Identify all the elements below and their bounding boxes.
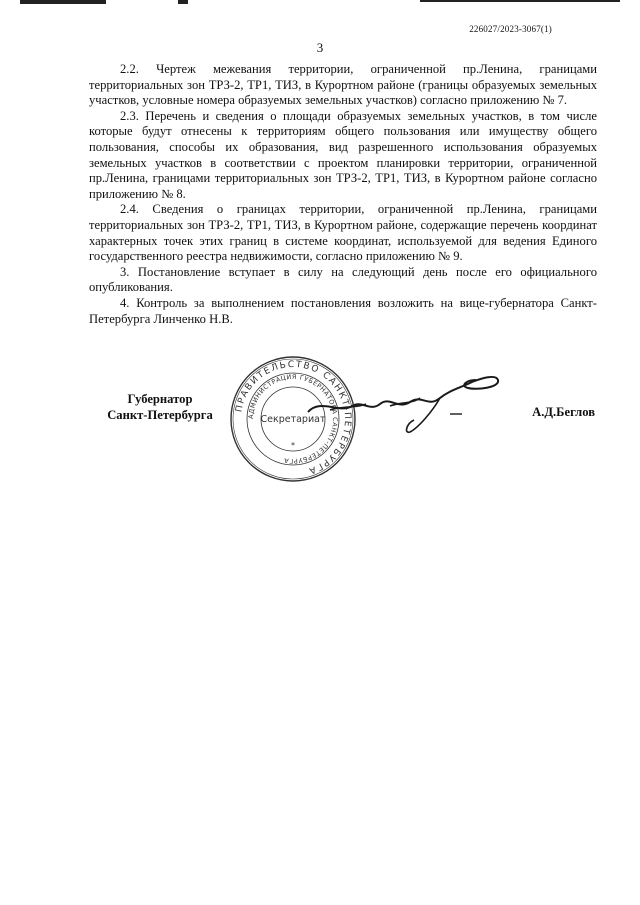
- signatory-title-line1: Губернатор: [127, 392, 193, 406]
- document-number: 226027/2023-3067(1): [469, 24, 552, 34]
- stamp-center-text: Секретариат: [260, 414, 326, 425]
- scan-edge-mark: [0, 0, 640, 6]
- paragraph-3: 3. Постановление вступает в силу на следующий день после его официального опубликования.: [89, 264, 597, 295]
- handwritten-signature: [300, 368, 505, 438]
- document-body: [89, 62, 597, 327]
- stamp-inner-text: АДМИНИСТРАЦИЯ ГУБЕРНАТОРА САНКТ-ПЕТЕРБУРГА: [246, 372, 340, 466]
- paragraph-2-4: 2.4. Сведения о границах территории, ограниченной пр.Ленина, границами территориальных зон ТРЗ-2, ТР1, ТИЗ, в Курортном районе, содержащие перечень координат характерных точек этих границ в системе координат, используемой для ведения Единого государственного реестра недвижимости, согласно приложению № 9.: [89, 202, 597, 264]
- page-number: 3: [316, 40, 324, 55]
- signatory-title: [102, 391, 218, 423]
- paragraph-2-3: 2.3. Перечень и сведения о площади образуемых земельных участков, в том числе которые будут отнесены к территориям общего пользования или имуществу общего пользования, способы их образования, вид разрешенного использования образуемых земельных участков в соответствии с проектом планировки территории, ограниченной пр.Ленина, границами территориальных зон ТРЗ-2, ТР1, ТИЗ, в Курортном районе согласно приложению № 8.: [89, 108, 597, 201]
- signatory-title-line2: Санкт-Петербурга: [107, 408, 213, 422]
- paragraph-2-2: 2.2. Чертеж межевания территории, ограниченной пр.Ленина, границами территориальных зон ТРЗ-2, ТР1, ТИЗ, в Курортном районе (границы образуемых земельных участков, условные номера образуемых земельных участков) согласно приложению № 7.: [89, 62, 597, 108]
- signatory-name: А.Д.Беглов: [532, 405, 595, 419]
- stamp-outer-text: ПРАВИТЕЛЬСТВО САНКТ-ПЕТЕРБУРГА: [234, 359, 353, 476]
- paragraph-4: 4. Контроль за выполнением постановления возложить на вице-губернатора Санкт-Петербурга Линченко Н.В.: [89, 295, 597, 326]
- svg-text:*: *: [291, 441, 295, 450]
